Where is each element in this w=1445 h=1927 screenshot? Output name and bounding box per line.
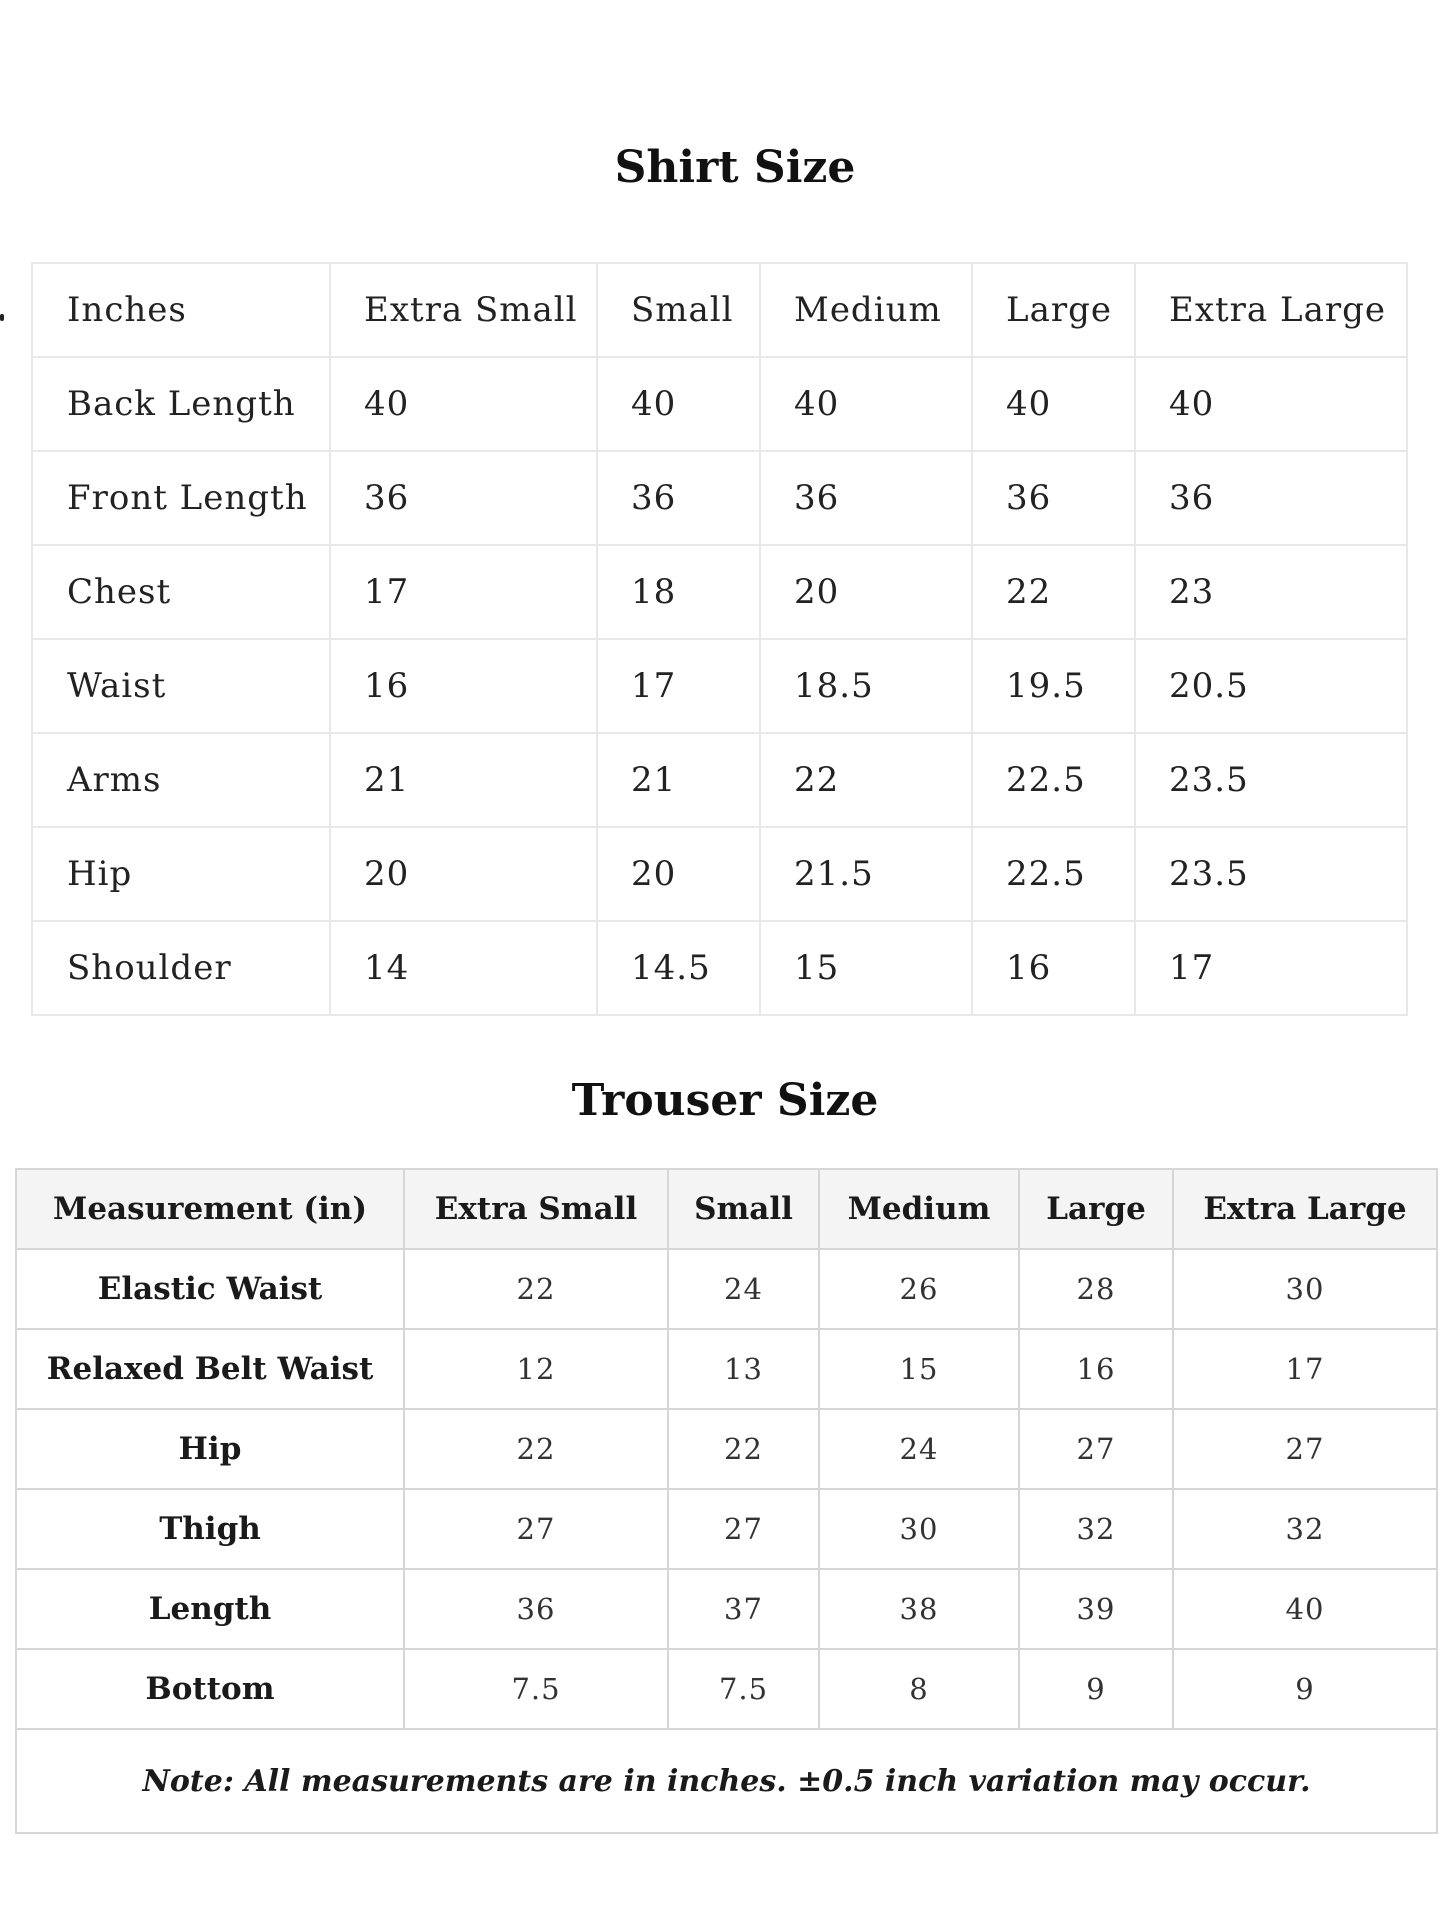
shirt-cell: 20.5 [1135, 639, 1407, 733]
shirt-row-label: Front Length [32, 451, 330, 545]
shirt-cell: 21 [330, 733, 597, 827]
trouser-cell: 22 [668, 1409, 819, 1489]
shirt-cell: 22 [972, 545, 1135, 639]
shirt-cell: 18 [597, 545, 760, 639]
shirt-cell: 36 [330, 451, 597, 545]
shirt-cell: 40 [972, 357, 1135, 451]
shirt-cell: 22 [760, 733, 972, 827]
trouser-cell: 36 [404, 1569, 668, 1649]
trouser-row-label: Length [16, 1569, 404, 1649]
table-row [32, 733, 1407, 827]
shirt-cell: 16 [330, 639, 597, 733]
shirt-cell: 14 [330, 921, 597, 1015]
trouser-cell: 16 [1019, 1329, 1173, 1409]
table-row [32, 827, 1407, 921]
table-row [16, 1489, 1437, 1569]
trouser-cell: 30 [1173, 1249, 1437, 1329]
table-row [32, 639, 1407, 733]
shirt-row-label: Waist [32, 639, 330, 733]
trouser-cell: 39 [1019, 1569, 1173, 1649]
trouser-cell: 22 [404, 1409, 668, 1489]
shirt-cell: 36 [760, 451, 972, 545]
trouser-cell: 17 [1173, 1329, 1437, 1409]
shirt-row-label: Hip [32, 827, 330, 921]
trouser-cell: 27 [1173, 1409, 1437, 1489]
shirt-cell: 23 [1135, 545, 1407, 639]
shirt-row-label: Shoulder [32, 921, 330, 1015]
shirt-cell: 14.5 [597, 921, 760, 1015]
trouser-cell: 38 [819, 1569, 1019, 1649]
shirt-cell: 40 [597, 357, 760, 451]
shirt-header-cell: Extra Large [1135, 263, 1407, 357]
shirt-size-table [31, 262, 1408, 1016]
shirt-cell: 40 [760, 357, 972, 451]
trouser-row-label: Elastic Waist [16, 1249, 404, 1329]
trouser-header-cell: Measurement (in) [16, 1169, 404, 1249]
table-row [16, 1569, 1437, 1649]
shirt-cell: 20 [760, 545, 972, 639]
trouser-cell: 27 [1019, 1409, 1173, 1489]
measurement-note: Note: All measurements are in inches. ±0.5 inch variation may occur. [16, 1729, 1437, 1833]
trouser-row-label: Relaxed Belt Waist [16, 1329, 404, 1409]
table-row [16, 1409, 1437, 1489]
trouser-cell: 24 [668, 1249, 819, 1329]
shirt-row-label: Chest [32, 545, 330, 639]
trouser-cell: 40 [1173, 1569, 1437, 1649]
shirt-cell: 36 [597, 451, 760, 545]
shirt-cell: 40 [330, 357, 597, 451]
shirt-row-label: Arms [32, 733, 330, 827]
trouser-header-row [16, 1169, 1437, 1249]
table-row [32, 545, 1407, 639]
shirt-cell: 22.5 [972, 733, 1135, 827]
trouser-cell: 9 [1019, 1649, 1173, 1729]
trouser-header-cell: Extra Small [404, 1169, 668, 1249]
table-row [32, 921, 1407, 1015]
trouser-cell: 7.5 [404, 1649, 668, 1729]
shirt-cell: 16 [972, 921, 1135, 1015]
shirt-size-title: Shirt Size [614, 142, 856, 193]
table-row [16, 1649, 1437, 1729]
trouser-cell: 28 [1019, 1249, 1173, 1329]
trouser-cell: 7.5 [668, 1649, 819, 1729]
trouser-row-label: Thigh [16, 1489, 404, 1569]
shirt-cell: 18.5 [760, 639, 972, 733]
shirt-header-cell: Inches [32, 263, 330, 357]
shirt-cell: 36 [1135, 451, 1407, 545]
shirt-cell: 40 [1135, 357, 1407, 451]
trouser-cell: 15 [819, 1329, 1019, 1409]
shirt-cell: 17 [330, 545, 597, 639]
trouser-cell: 24 [819, 1409, 1019, 1489]
trouser-row-label: Bottom [16, 1649, 404, 1729]
trouser-cell: 30 [819, 1489, 1019, 1569]
table-row [32, 451, 1407, 545]
stray-bullet-mark [0, 314, 4, 321]
shirt-cell: 23.5 [1135, 733, 1407, 827]
shirt-cell: 19.5 [972, 639, 1135, 733]
trouser-note-row [16, 1729, 1437, 1833]
shirt-cell: 17 [597, 639, 760, 733]
trouser-cell: 32 [1019, 1489, 1173, 1569]
trouser-cell: 32 [1173, 1489, 1437, 1569]
shirt-cell: 17 [1135, 921, 1407, 1015]
shirt-cell: 20 [330, 827, 597, 921]
trouser-header-cell: Extra Large [1173, 1169, 1437, 1249]
trouser-size-table [15, 1168, 1438, 1834]
shirt-cell: 15 [760, 921, 972, 1015]
trouser-row-label: Hip [16, 1409, 404, 1489]
trouser-header-cell: Small [668, 1169, 819, 1249]
trouser-cell: 22 [404, 1249, 668, 1329]
trouser-cell: 27 [668, 1489, 819, 1569]
shirt-row-label: Back Length [32, 357, 330, 451]
shirt-cell: 21.5 [760, 827, 972, 921]
trouser-cell: 13 [668, 1329, 819, 1409]
shirt-cell: 23.5 [1135, 827, 1407, 921]
table-row [16, 1249, 1437, 1329]
shirt-header-cell: Medium [760, 263, 972, 357]
trouser-cell: 27 [404, 1489, 668, 1569]
shirt-cell: 36 [972, 451, 1135, 545]
shirt-cell: 21 [597, 733, 760, 827]
trouser-header-cell: Large [1019, 1169, 1173, 1249]
trouser-cell: 37 [668, 1569, 819, 1649]
trouser-cell: 26 [819, 1249, 1019, 1329]
shirt-cell: 20 [597, 827, 760, 921]
shirt-header-row [32, 263, 1407, 357]
shirt-header-cell: Extra Small [330, 263, 597, 357]
trouser-cell: 9 [1173, 1649, 1437, 1729]
table-row [32, 357, 1407, 451]
table-row [16, 1329, 1437, 1409]
shirt-header-cell: Large [972, 263, 1135, 357]
trouser-size-title: Trouser Size [571, 1075, 879, 1126]
trouser-cell: 8 [819, 1649, 1019, 1729]
shirt-cell: 22.5 [972, 827, 1135, 921]
shirt-header-cell: Small [597, 263, 760, 357]
trouser-cell: 12 [404, 1329, 668, 1409]
trouser-header-cell: Medium [819, 1169, 1019, 1249]
